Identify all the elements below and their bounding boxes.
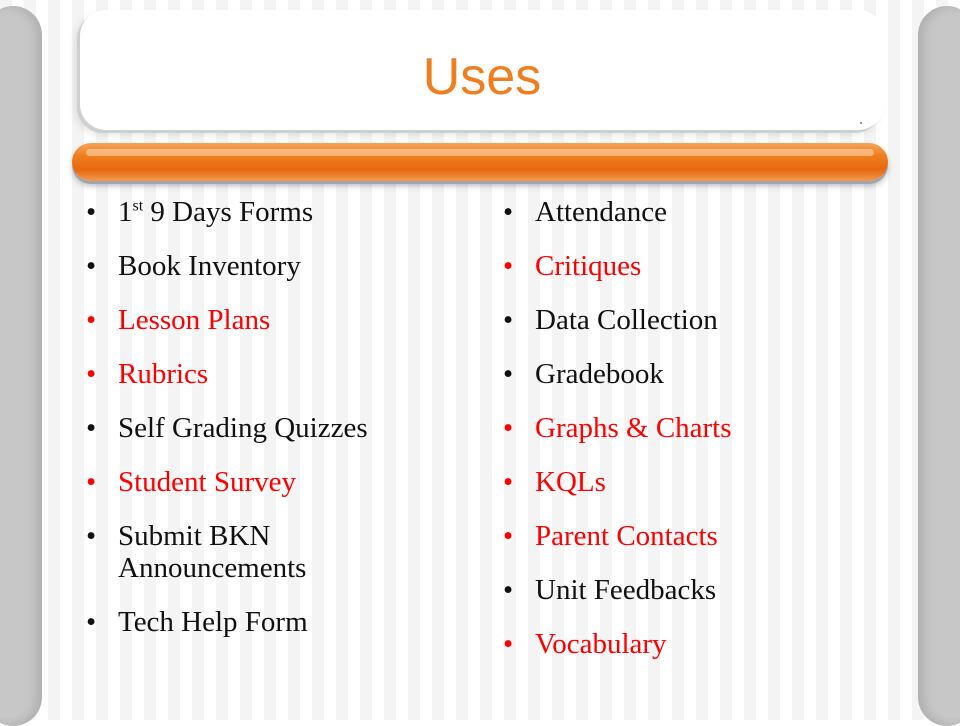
list-item-gradebook	[503, 358, 883, 390]
list-item-text: Self Grading Quizzes	[118, 412, 368, 444]
bullet-icon: •	[503, 628, 514, 660]
bullet-icon: •	[86, 520, 97, 552]
list-item-self-grading-quizzes	[86, 412, 466, 444]
orange-divider-bar	[72, 143, 888, 181]
list-item-text: Submit BKN Announcements	[118, 520, 307, 584]
list-item-book-inventory	[86, 250, 466, 282]
list-item-text: Critiques	[535, 250, 642, 282]
slide-title: Uses	[422, 48, 542, 106]
bullet-icon: •	[86, 358, 97, 390]
bullet-icon: •	[503, 412, 514, 444]
list-item-graphs-charts	[503, 412, 883, 444]
bullet-icon: •	[503, 196, 514, 228]
list-item-rubrics	[86, 358, 466, 390]
list-item-attendance	[503, 196, 883, 228]
bullet-icon: •	[86, 412, 97, 444]
list-item-superscript: st	[132, 197, 144, 215]
list-item-text: KQLs	[535, 466, 606, 498]
list-item-text: Rubrics	[118, 358, 209, 390]
right-side-tab	[918, 6, 960, 726]
list-item-parent-contacts	[503, 520, 883, 552]
list-item-first-nine-days	[86, 196, 466, 228]
bullet-icon: •	[86, 250, 97, 282]
list-item-critiques	[503, 250, 883, 282]
bullet-icon: •	[503, 466, 514, 498]
list-item-text: Tech Help Form	[118, 606, 308, 638]
bullet-icon: •	[86, 196, 97, 228]
bullet-icon: •	[503, 358, 514, 390]
bullet-icon: •	[503, 520, 514, 552]
list-item-lesson-plans	[86, 304, 466, 336]
list-item-vocabulary	[503, 628, 883, 660]
list-item-text-pre: 1	[118, 196, 133, 228]
list-item-text: Graphs & Charts	[535, 412, 732, 444]
list-item-unit-feedbacks	[503, 574, 883, 606]
list-item-kqls	[503, 466, 883, 498]
bullet-icon: •	[503, 304, 514, 336]
bullet-icon: •	[86, 606, 97, 638]
list-item-data-collection	[503, 304, 883, 336]
left-side-tab	[0, 6, 42, 726]
left-bullet-list	[86, 196, 466, 660]
list-item-text: Attendance	[535, 196, 668, 228]
list-item-text: Unit Feedbacks	[535, 574, 717, 606]
list-item-submit-bkn-announcements	[86, 520, 448, 584]
list-item-text: Lesson Plans	[118, 304, 271, 336]
bullet-icon: •	[86, 304, 97, 336]
bullet-icon: •	[86, 466, 97, 498]
list-item-text: Data Collection	[535, 304, 718, 336]
list-item-text: Student Survey	[118, 466, 297, 498]
list-item-text: Book Inventory	[118, 250, 301, 282]
list-item-text: Parent Contacts	[535, 520, 718, 552]
list-item-text: Vocabulary	[535, 628, 667, 660]
list-item-student-survey	[86, 466, 466, 498]
list-item-tech-help-form	[86, 606, 466, 638]
list-item-text: 9 Days Forms	[143, 196, 314, 228]
bullet-icon: •	[503, 574, 514, 606]
list-item-text: Gradebook	[535, 358, 664, 390]
bullet-icon: •	[503, 250, 514, 282]
right-bullet-list	[503, 196, 883, 682]
decorative-dot	[860, 122, 862, 124]
